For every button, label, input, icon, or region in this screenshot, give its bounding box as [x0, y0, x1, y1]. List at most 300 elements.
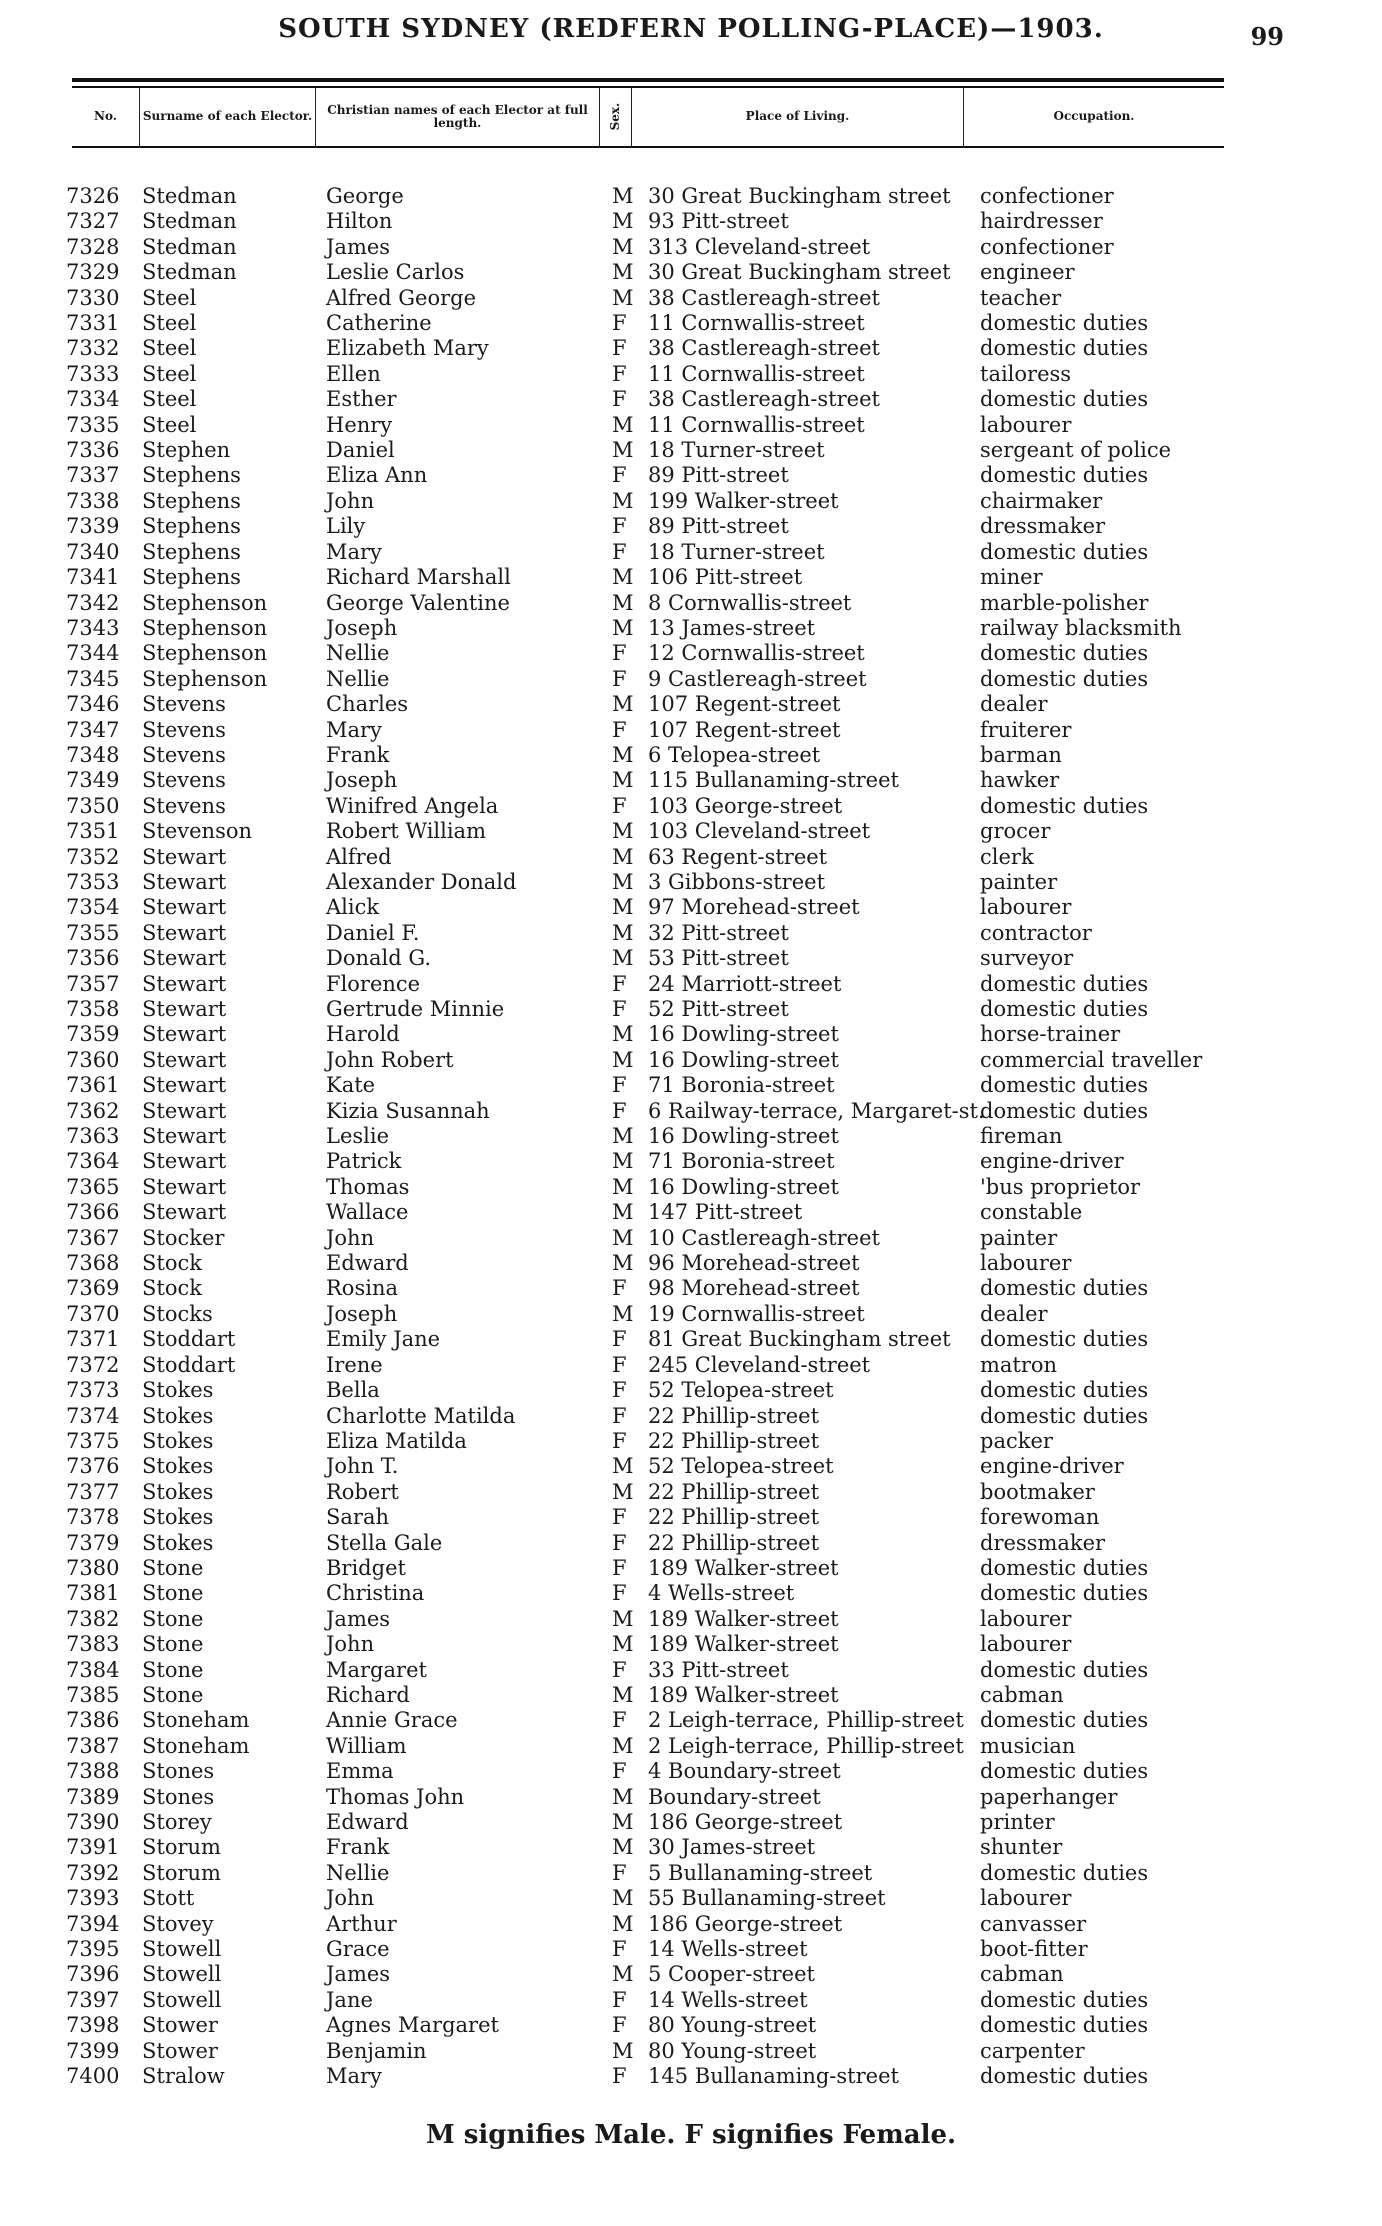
elector-place-of-living: 9 Castlereagh-street — [648, 666, 867, 691]
elector-christian-names: Agnes Margaret — [326, 2013, 499, 2038]
elector-number: 7338 — [66, 488, 120, 513]
elector-sex: F — [612, 2064, 627, 2089]
elector-christian-names: Mary — [326, 717, 382, 742]
elector-surname: Stower — [142, 2013, 218, 2038]
elector-number: 7379 — [66, 1530, 120, 1555]
elector-surname: Stone — [142, 1555, 204, 1580]
elector-place-of-living: 2 Leigh-terrace, Phillip-street — [648, 1733, 964, 1758]
elector-sex: M — [612, 234, 634, 259]
elector-number: 7345 — [66, 666, 120, 691]
elector-sex: F — [612, 1327, 627, 1352]
elector-place-of-living: 52 Telopea-street — [648, 1454, 834, 1479]
elector-surname: Stephens — [142, 488, 241, 513]
page-number: 99 — [1250, 22, 1284, 51]
elector-number: 7342 — [66, 590, 120, 615]
elector-place-of-living: 55 Bullanaming-street — [648, 1886, 886, 1911]
table-row — [0, 489, 1382, 514]
elector-number: 7331 — [66, 311, 120, 336]
header-bottom-rule — [72, 146, 1224, 148]
elector-sex: F — [612, 514, 627, 539]
elector-number: 7396 — [66, 1962, 120, 1987]
elector-number: 7382 — [66, 1606, 120, 1631]
sex-legend: M signifies Male. F signifies Female. — [425, 2120, 957, 2150]
table-row — [0, 184, 1382, 209]
elector-number: 7400 — [66, 2064, 120, 2089]
elector-surname: Stokes — [142, 1530, 214, 1555]
elector-place-of-living: 24 Marriott-street — [648, 971, 842, 996]
elector-place-of-living: 22 Phillip-street — [648, 1505, 820, 1530]
elector-sex: M — [612, 1149, 634, 1174]
elector-sex: M — [612, 1632, 634, 1657]
elector-place-of-living: 103 George-street — [648, 793, 843, 818]
elector-christian-names: Alexander Donald — [326, 869, 517, 894]
elector-occupation: domestic duties — [980, 1327, 1149, 1352]
table-row — [0, 1708, 1382, 1733]
elector-number: 7375 — [66, 1428, 120, 1453]
elector-sex: F — [612, 971, 627, 996]
elector-sex: M — [612, 1022, 634, 1047]
elector-number: 7339 — [66, 514, 120, 539]
elector-place-of-living: 32 Pitt-street — [648, 920, 789, 945]
elector-number: 7386 — [66, 1708, 120, 1733]
column-header-place: Place of Living. — [632, 88, 964, 146]
elector-occupation: confectioner — [980, 184, 1114, 208]
elector-surname: Stephenson — [142, 666, 268, 691]
elector-sex: M — [612, 895, 634, 920]
elector-sex: F — [612, 463, 627, 488]
elector-place-of-living: 189 Walker-street — [648, 1632, 839, 1657]
elector-place-of-living: 63 Regent-street — [648, 844, 828, 869]
page-title: SOUTH SYDNEY (REDFERN POLLING-PLACE)—1903. — [278, 14, 1104, 44]
elector-sex: F — [612, 336, 627, 361]
elector-occupation: packer — [980, 1428, 1053, 1453]
elector-place-of-living: 189 Walker-street — [648, 1555, 839, 1580]
elector-christian-names: Edward — [326, 1251, 409, 1276]
elector-surname: Storum — [142, 1835, 221, 1860]
elector-number: 7363 — [66, 1124, 120, 1149]
elector-sex: M — [612, 1733, 634, 1758]
elector-christian-names: Eliza Matilda — [326, 1428, 467, 1453]
elector-place-of-living: 18 Turner-street — [648, 438, 825, 463]
table-row — [0, 1632, 1382, 1657]
elector-place-of-living: 19 Cornwallis-street — [648, 1301, 865, 1326]
elector-occupation: hawker — [980, 768, 1060, 793]
elector-place-of-living: 96 Morehead-street — [648, 1251, 860, 1276]
elector-surname: Stewart — [142, 997, 227, 1021]
elector-surname: Stevens — [142, 742, 226, 767]
elector-number: 7365 — [66, 1174, 120, 1199]
elector-sex: M — [612, 285, 634, 310]
elector-surname: Steel — [142, 311, 197, 336]
elector-place-of-living: 53 Pitt-street — [648, 946, 789, 971]
elector-sex: F — [612, 1555, 627, 1580]
table-row — [0, 565, 1382, 590]
elector-sex: M — [612, 1047, 634, 1072]
elector-occupation: confectioner — [980, 234, 1114, 259]
elector-sex: M — [612, 1911, 634, 1936]
elector-surname: Stewart — [142, 1149, 227, 1174]
elector-sex: M — [612, 184, 634, 208]
elector-place-of-living: 245 Cleveland-street — [648, 1352, 871, 1377]
elector-christian-names: Leslie Carlos — [326, 260, 465, 285]
table-row — [0, 641, 1382, 666]
table-row — [0, 1302, 1382, 1327]
elector-surname: Stowell — [142, 1962, 222, 1987]
elector-place-of-living: 145 Bullanaming-street — [648, 2064, 899, 2089]
elector-christian-names: Daniel — [326, 438, 395, 463]
elector-occupation: domestic duties — [980, 793, 1149, 818]
table-row — [0, 1353, 1382, 1378]
elector-christian-names: Joseph — [326, 615, 398, 640]
elector-number: 7327 — [66, 209, 120, 234]
elector-christian-names: Alick — [326, 895, 380, 920]
table-row — [0, 1454, 1382, 1479]
elector-occupation: musician — [980, 1733, 1076, 1758]
elector-number: 7397 — [66, 1987, 120, 2012]
elector-number: 7357 — [66, 971, 120, 996]
table-row — [0, 1886, 1382, 1911]
elector-number: 7390 — [66, 1810, 120, 1834]
elector-occupation: cabman — [980, 1962, 1064, 1987]
elector-occupation: domestic duties — [980, 1378, 1149, 1403]
elector-occupation: constable — [980, 1200, 1083, 1225]
elector-occupation: cabman — [980, 1682, 1064, 1707]
elector-occupation: grocer — [980, 819, 1051, 844]
table-row — [0, 1556, 1382, 1581]
table-row — [0, 1912, 1382, 1937]
elector-place-of-living: 33 Pitt-street — [648, 1657, 789, 1682]
elector-place-of-living: 22 Phillip-street — [648, 1479, 820, 1504]
elector-surname: Steel — [142, 361, 197, 386]
table-row — [0, 1149, 1382, 1174]
elector-surname: Stevens — [142, 717, 226, 742]
elector-christian-names: Bridget — [326, 1555, 406, 1580]
column-header-sex: Sex. — [600, 88, 632, 146]
elector-number: 7372 — [66, 1352, 120, 1377]
table-row — [0, 260, 1382, 285]
elector-occupation: fruiterer — [980, 717, 1072, 742]
column-header-surname: Surname of each Elector. — [140, 88, 316, 146]
column-header — [72, 88, 1224, 146]
elector-number: 7358 — [66, 997, 120, 1021]
elector-place-of-living: 11 Cornwallis-street — [648, 361, 865, 386]
elector-sex: F — [612, 793, 627, 818]
elector-occupation: barman — [980, 742, 1062, 767]
elector-number: 7359 — [66, 1022, 120, 1047]
elector-surname: Stone — [142, 1632, 204, 1657]
elector-sex: M — [612, 565, 634, 590]
elector-surname: Stewart — [142, 946, 227, 971]
table-row — [0, 591, 1382, 616]
elector-christian-names: Catherine — [326, 311, 432, 336]
elector-place-of-living: 8 Cornwallis-street — [648, 590, 852, 615]
elector-sex: M — [612, 1886, 634, 1911]
elector-place-of-living: 52 Telopea-street — [648, 1378, 834, 1403]
elector-sex: F — [612, 1403, 627, 1428]
elector-sex: F — [612, 1352, 627, 1377]
elector-number: 7343 — [66, 615, 120, 640]
elector-number: 7335 — [66, 412, 120, 437]
table-row — [0, 718, 1382, 743]
elector-surname: Stephens — [142, 514, 241, 539]
elector-surname: Stewart — [142, 1174, 227, 1199]
elector-sex: M — [612, 819, 634, 844]
elector-surname: Storum — [142, 1860, 221, 1885]
table-row — [0, 845, 1382, 870]
elector-surname: Stewart — [142, 844, 227, 869]
elector-christian-names: Harold — [326, 1022, 400, 1047]
elector-sex: M — [612, 1962, 634, 1987]
elector-occupation: horse-trainer — [980, 1022, 1121, 1047]
elector-christian-names: Richard Marshall — [326, 565, 511, 590]
elector-place-of-living: 14 Wells-street — [648, 1937, 808, 1962]
elector-occupation: surveyor — [980, 946, 1074, 971]
elector-occupation: printer — [980, 1810, 1055, 1834]
elector-sex: M — [612, 692, 634, 717]
elector-number: 7334 — [66, 387, 120, 412]
elector-sex: F — [612, 1428, 627, 1453]
elector-sex: M — [612, 844, 634, 869]
elector-christian-names: James — [326, 1606, 391, 1631]
elector-sex: M — [612, 209, 634, 234]
elector-sex: M — [612, 1835, 634, 1860]
elector-sex: F — [612, 1276, 627, 1301]
elector-surname: Stock — [142, 1251, 202, 1276]
elector-number: 7378 — [66, 1505, 120, 1530]
elector-sex: F — [612, 311, 627, 336]
elector-sex: M — [612, 1682, 634, 1707]
elector-occupation: domestic duties — [980, 1657, 1149, 1682]
table-row — [0, 362, 1382, 387]
elector-occupation: hairdresser — [980, 209, 1103, 234]
elector-occupation: domestic duties — [980, 666, 1149, 691]
elector-christian-names: Nellie — [326, 666, 390, 691]
elector-number: 7384 — [66, 1657, 120, 1682]
elector-sex: M — [612, 946, 634, 971]
elector-sex: M — [612, 1301, 634, 1326]
elector-occupation: domestic duties — [980, 336, 1149, 361]
elector-christian-names: Mary — [326, 2064, 382, 2089]
table-row — [0, 1022, 1382, 1047]
elector-sex: M — [612, 1200, 634, 1225]
elector-surname: Stevens — [142, 692, 226, 717]
elector-christian-names: Margaret — [326, 1657, 427, 1682]
elector-christian-names: Lily — [326, 514, 366, 539]
elector-place-of-living: 6 Railway-terrace, Margaret-st. — [648, 1098, 985, 1123]
elector-occupation: dealer — [980, 1301, 1048, 1326]
elector-number: 7349 — [66, 768, 120, 793]
elector-number: 7348 — [66, 742, 120, 767]
elector-number: 7380 — [66, 1555, 120, 1580]
elector-number: 7347 — [66, 717, 120, 742]
elector-place-of-living: 80 Young-street — [648, 2038, 817, 2063]
elector-surname: Stower — [142, 2038, 218, 2063]
elector-number: 7351 — [66, 819, 120, 844]
elector-surname: Stewart — [142, 1200, 227, 1225]
elector-christian-names: Kizia Susannah — [326, 1098, 490, 1123]
elector-place-of-living: 22 Phillip-street — [648, 1403, 820, 1428]
elector-number: 7391 — [66, 1835, 120, 1860]
elector-occupation: fireman — [980, 1124, 1063, 1149]
elector-christian-names: Joseph — [326, 768, 398, 793]
elector-place-of-living: 189 Walker-street — [648, 1606, 839, 1631]
elector-christian-names: Leslie — [326, 1124, 390, 1149]
elector-sex: F — [612, 1708, 627, 1733]
elector-surname: Stowell — [142, 1937, 222, 1962]
elector-number: 7388 — [66, 1759, 120, 1784]
elector-place-of-living: 16 Dowling-street — [648, 1174, 839, 1199]
elector-christian-names: Wallace — [326, 1200, 409, 1225]
elector-christian-names: Bella — [326, 1378, 380, 1403]
elector-sex: F — [612, 1073, 627, 1098]
elector-christian-names: Grace — [326, 1937, 390, 1962]
elector-occupation: domestic duties — [980, 1708, 1149, 1733]
table-row — [0, 1785, 1382, 1810]
elector-occupation: domestic duties — [980, 641, 1149, 666]
elector-surname: Stone — [142, 1606, 204, 1631]
elector-surname: Stone — [142, 1581, 204, 1606]
elector-surname: Stephenson — [142, 615, 268, 640]
elector-occupation: carpenter — [980, 2038, 1085, 2063]
elector-sex: M — [612, 412, 634, 437]
elector-sex: F — [612, 1378, 627, 1403]
elector-place-of-living: 16 Dowling-street — [648, 1047, 839, 1072]
elector-christian-names: John — [326, 1886, 375, 1911]
elector-place-of-living: 4 Wells-street — [648, 1581, 795, 1606]
elector-surname: Stone — [142, 1682, 204, 1707]
elector-christian-names: Arthur — [326, 1911, 397, 1936]
column-header-christian: Christian names of each Elector at full length. — [316, 88, 600, 146]
elector-christian-names: John T. — [326, 1454, 399, 1479]
elector-sex: M — [612, 768, 634, 793]
table-row — [0, 1404, 1382, 1429]
elector-surname: Stott — [142, 1886, 195, 1911]
elector-surname: Stewart — [142, 920, 227, 945]
elector-occupation: contractor — [980, 920, 1092, 945]
table-row — [0, 1683, 1382, 1708]
elector-surname: Stock — [142, 1276, 202, 1301]
elector-occupation: domestic duties — [980, 1276, 1149, 1301]
table-row — [0, 1658, 1382, 1683]
elector-occupation: dressmaker — [980, 1530, 1106, 1555]
elector-place-of-living: 6 Telopea-street — [648, 742, 821, 767]
elector-number: 7350 — [66, 793, 120, 818]
elector-surname: Stokes — [142, 1454, 214, 1479]
elector-place-of-living: 97 Morehead-street — [648, 895, 860, 920]
elector-sex: M — [612, 1454, 634, 1479]
elector-occupation: railway blacksmith — [980, 615, 1182, 640]
elector-occupation: domestic duties — [980, 2064, 1149, 2089]
elector-number: 7356 — [66, 946, 120, 971]
header-top-rule — [72, 78, 1224, 82]
elector-occupation: labourer — [980, 1251, 1072, 1276]
elector-sex: F — [612, 2013, 627, 2038]
elector-occupation: boot-fitter — [980, 1937, 1088, 1962]
table-row — [0, 514, 1382, 539]
elector-place-of-living: 12 Cornwallis-street — [648, 641, 865, 666]
elector-christian-names: Elizabeth Mary — [326, 336, 489, 361]
elector-christian-names: James — [326, 1962, 391, 1987]
elector-occupation: domestic duties — [980, 997, 1149, 1021]
elector-place-of-living: 14 Wells-street — [648, 1987, 808, 2012]
elector-surname: Stedman — [142, 260, 237, 285]
elector-number: 7368 — [66, 1251, 120, 1276]
elector-christian-names: Thomas John — [326, 1784, 465, 1809]
elector-occupation: paperhanger — [980, 1784, 1118, 1809]
elector-place-of-living: 22 Phillip-street — [648, 1428, 820, 1453]
elector-number: 7392 — [66, 1860, 120, 1885]
elector-place-of-living: Boundary-street — [648, 1784, 821, 1809]
elector-christian-names: Edward — [326, 1810, 409, 1834]
elector-number: 7377 — [66, 1479, 120, 1504]
elector-christian-names: Nellie — [326, 641, 390, 666]
elector-occupation: engineer — [980, 260, 1075, 285]
table-row — [0, 2013, 1382, 2038]
elector-christian-names: Thomas — [326, 1174, 410, 1199]
elector-place-of-living: 11 Cornwallis-street — [648, 311, 865, 336]
elector-sex: F — [612, 1860, 627, 1885]
elector-place-of-living: 5 Cooper-street — [648, 1962, 815, 1987]
elector-christian-names: Frank — [326, 742, 390, 767]
elector-occupation: domestic duties — [980, 1073, 1149, 1098]
elector-occupation: engine-driver — [980, 1149, 1124, 1174]
elector-place-of-living: 30 Great Buckingham street — [648, 260, 951, 285]
elector-surname: Stedman — [142, 234, 237, 259]
elector-christian-names: Charlotte Matilda — [326, 1403, 516, 1428]
elector-number: 7385 — [66, 1682, 120, 1707]
table-row — [0, 768, 1382, 793]
elector-place-of-living: 107 Regent-street — [648, 692, 841, 717]
elector-christian-names: Henry — [326, 412, 393, 437]
elector-christian-names: Alfred — [326, 844, 392, 869]
elector-place-of-living: 89 Pitt-street — [648, 514, 789, 539]
table-row — [0, 1200, 1382, 1225]
column-header-occupation: Occupation. — [1053, 109, 1135, 124]
elector-place-of-living: 98 Morehead-street — [648, 1276, 860, 1301]
table-row — [0, 463, 1382, 488]
elector-number: 7399 — [66, 2038, 120, 2063]
elector-christian-names: Joseph — [326, 1301, 398, 1326]
elector-occupation: domestic duties — [980, 387, 1149, 412]
elector-surname: Stevens — [142, 793, 226, 818]
elector-sex: M — [612, 1784, 634, 1809]
elector-surname: Stocker — [142, 1225, 225, 1250]
elector-place-of-living: 30 Great Buckingham street — [648, 184, 951, 208]
elector-number: 7329 — [66, 260, 120, 285]
elector-surname: Stokes — [142, 1505, 214, 1530]
elector-number: 7383 — [66, 1632, 120, 1657]
table-row — [0, 667, 1382, 692]
elector-occupation: domestic duties — [980, 463, 1149, 488]
elector-number: 7370 — [66, 1301, 120, 1326]
elector-occupation: teacher — [980, 285, 1062, 310]
elector-place-of-living: 80 Young-street — [648, 2013, 817, 2038]
table-row — [0, 1175, 1382, 1200]
elector-number: 7389 — [66, 1784, 120, 1809]
table-row — [0, 1378, 1382, 1403]
elector-christian-names: Nellie — [326, 1860, 390, 1885]
table-row — [0, 1581, 1382, 1606]
elector-number: 7336 — [66, 438, 120, 463]
elector-christian-names: Frank — [326, 1835, 390, 1860]
elector-place-of-living: 18 Turner-street — [648, 539, 825, 564]
elector-sex: M — [612, 920, 634, 945]
elector-surname: Steel — [142, 412, 197, 437]
elector-occupation: domestic duties — [980, 1403, 1149, 1428]
elector-surname: Stewart — [142, 1022, 227, 1047]
table-row — [0, 1835, 1382, 1860]
elector-sex: M — [612, 1251, 634, 1276]
